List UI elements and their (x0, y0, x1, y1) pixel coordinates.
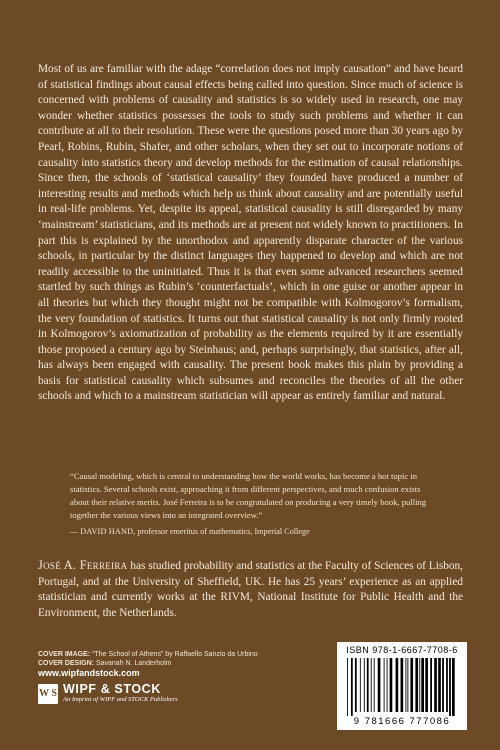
endorsement-text: “Causal modeling, which is central to understanding how the world works, has become a hot topic in statistics. Several schools exist, approaching it from different perspectives, and much confusion exists about their relative merits. José Ferreira is to be congratulated on producing a very timely book, pulling together the various views into an integrated overview.” (70, 471, 427, 520)
barcode-bar (387, 658, 388, 712)
barcode-bar (449, 658, 451, 716)
barcode-icon (347, 658, 457, 716)
author-bio (38, 558, 463, 621)
publisher-url: www.wipfandstock.com (38, 668, 140, 678)
endorsement-attribution (70, 525, 432, 538)
barcode-bar (347, 658, 348, 716)
barcode-bar (430, 658, 432, 712)
cover-image-credit (38, 650, 258, 659)
barcode-bar (384, 658, 385, 712)
barcode-panel (337, 642, 467, 730)
barcode-bar (378, 658, 381, 712)
barcode-bar (446, 658, 448, 712)
barcode-bar (374, 658, 375, 712)
endorsement-dash: — (70, 527, 79, 536)
barcode-bar (367, 658, 369, 712)
barcode-bar (415, 658, 418, 712)
barcode-bar (364, 658, 365, 712)
publisher-logo-icon: W S (38, 684, 58, 704)
cover-design-value: Savanah N. Landerholm (94, 660, 172, 667)
endorser-title: , professor emeritus of mathematics, Imperial College (133, 527, 310, 536)
barcode-bar (360, 658, 361, 712)
barcode-bar (405, 658, 406, 712)
book-description: Most of us are familiar with the adage “correlation does not imply causation” and have heard of statistical findings about causal effects being called into question. Since much of science is concerned with problems of causality and statistics is so widely used in research, one may wonder whether statistics possesses the tools to study such problems and whether it can contribute at all to their resolution. These were the questions posed more than 30 years ago by Pearl, Robins, Rubin, Shafer, and other scholars, when they set out to incorporate notions of causality into statistics theory and develop methods for the estimation of causal relationships. Since then, the schools of ‘statistical causality’ they founded have produced a number of interesting results and methods which help us think about causality and are potentially useful in real-life problems. Yet, despite its appeal, statistical causality is still disregarded by many ‘mainstream’ statisticians, and its methods are at present not widely known to practitioners. In part this is explained by the unorthodox and apparently disparate character of the various schools, in particular by the distinct languages they happened to develop and which are not readily accessible to the uninitiated. Thus it is that even some advanced researchers seemed startled by such things as Rubin’s ‘counterfactuals’, which in one guise or another appear in all theories but which they thought might not be compatible with Kolmogorov’s formalism, the very foundation of statistics. It turns out that statistical causality is not only firmly rooted in Kolmogorov’s axiomatization of probability as the elements required by it are essentially those proposed a century ago by Steinhaus; and, perhaps surprisingly, that statistics, after all, has always been engaged with causality. The present book makes this plain by providing a basis for statistical causality which subsumes and reconciles the theories of all the other schools and which to a mainstream statistician will appear as entirely familiar and natural. (38, 63, 463, 403)
publisher-tagline: An Imprint of WIPF and STOCK Publishers (63, 696, 178, 703)
barcode-bar (452, 658, 455, 716)
barcode-digits: 9 781666 777086 (353, 716, 451, 727)
isbn-label: ISBN 978-1-6667-7708-6 (346, 645, 458, 655)
barcode-bar (434, 658, 437, 712)
barcode-bar (401, 658, 404, 712)
barcode-bar (355, 658, 357, 712)
cover-image-value: “The School of Athens” by Raffaello Sanzio da Urbino (90, 651, 258, 658)
barcode-bar (425, 658, 428, 712)
barcode-bar (396, 658, 399, 712)
barcode-bar (371, 658, 372, 712)
author-name: José A. Ferreira (38, 558, 128, 572)
barcode-bar (410, 658, 413, 712)
endorser-name: DAVID HAND (80, 527, 134, 536)
barcode-bar (421, 658, 424, 712)
endorsement-quote (70, 470, 432, 538)
publisher-text (63, 683, 178, 704)
cover-credits (38, 650, 258, 668)
publisher-block (38, 683, 178, 704)
barcode-bar (419, 658, 420, 712)
cover-design-label: COVER DESIGN: (38, 660, 95, 667)
barcode-bar (390, 658, 393, 712)
barcode-bar (438, 658, 441, 712)
barcode-bar (351, 658, 353, 716)
cover-design-credit (38, 659, 258, 668)
author-bio-text: has studied probability and statistics at the Faculty of Sciences of Lisbon, Portugal, and at the University of Sheffield, UK. He has 25 years’ experience as an applied statistician and currently works at the RIVM, National Institute for Public Health and the Environment, the Netherlands. (38, 560, 463, 619)
barcode-bar (407, 658, 408, 712)
cover-image-label: COVER IMAGE: (38, 651, 91, 658)
barcode-bar (442, 658, 444, 712)
publisher-name: WIPF & STOCK (63, 682, 161, 696)
